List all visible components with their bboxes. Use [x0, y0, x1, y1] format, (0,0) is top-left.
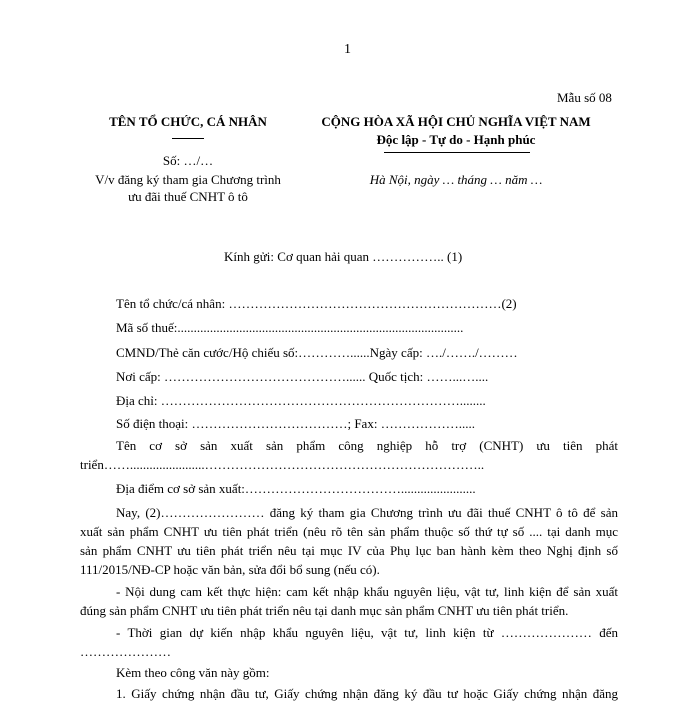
- phone-fax-field: Số điện thoại: ………………………………; Fax: ……………….....: [116, 416, 475, 431]
- location-field: Địa điểm cơ sở sản xuất:……………………………….......................: [116, 481, 476, 496]
- paragraph-2-line-1: - Nội dung cam kết thực hiện: cam kết nhập khẩu nguyên liệu, vật tư, linh kiện để sản xuất: [116, 584, 618, 599]
- facility-name-line-2: triển…….......................………………………………………………………..: [80, 457, 485, 472]
- recipient-line: Kính gửi: Cơ quan hải quan …………….. (1): [224, 249, 463, 264]
- attachments-heading: Kèm theo công văn này gồm:: [116, 665, 270, 680]
- issue-place-field: Nơi cấp: ……………………………………...... Quốc tịch: ……...…....: [116, 369, 489, 384]
- subject-line-2: ưu đãi thuế CNHT ô tô: [128, 189, 248, 204]
- address-field: Địa chỉ: ……………………………………………………………........: [116, 393, 486, 408]
- org-name-field: Tên tổ chức/cá nhân: ………………………………………………………(2): [116, 296, 517, 311]
- facility-name-line-1: Tên cơ sở sản xuất sản phẩm công nghiệp hỗ trợ (CNHT) ưu tiên phát: [116, 438, 618, 453]
- motto-underline: [384, 152, 530, 153]
- attachment-item-1: 1. Giấy chứng nhận đầu tư, Giấy chứng nhận đăng ký đầu tư hoặc Giấy chứng nhận đăng: [116, 686, 618, 701]
- form-code: Mẫu số 08: [557, 90, 612, 105]
- paragraph-1-line-4: 111/2015/NĐ-CP hoặc văn bản, sửa đổi bổ sung (nếu có).: [80, 562, 380, 577]
- paragraph-3-line-2: …………………: [80, 644, 171, 659]
- date-line: Hà Nội, ngày … tháng … năm …: [369, 172, 543, 187]
- paragraph-1-line-3: sản phẩm CNHT ưu tiên phát triển nêu tại mục IV của Phụ lục ban hành kèm theo Nghị định số: [80, 543, 618, 558]
- paragraph-1-line-1: Nay, (2)…………………… đăng ký tham gia Chương trình ưu đãi thuế CNHT ô tô để sản: [116, 505, 618, 520]
- org-underline: [172, 138, 204, 139]
- subject-line-1: V/v đăng ký tham gia Chương trình: [95, 172, 281, 187]
- page-number: 1: [344, 42, 351, 57]
- tax-code-field: Mã số thuế:........................................................................................: [116, 320, 464, 335]
- paragraph-1-line-2: xuất sản phẩm CNHT ưu tiên phát triển (nêu rõ tên sản phẩm thuộc số thứ tự số .... tại danh mục: [80, 524, 618, 539]
- document-number: Số: …/…: [162, 153, 214, 168]
- id-field: CMND/Thẻ căn cước/Hộ chiếu số:…………......Ngày cấp: …./……./………: [116, 345, 518, 360]
- country-name: CỘNG HÒA XÃ HỘI CHỦ NGHĨA VIỆT NAM: [321, 114, 591, 129]
- organization-name: TÊN TỔ CHỨC, CÁ NHÂN: [109, 114, 267, 129]
- paragraph-3-line-1: - Thời gian dự kiến nhập khẩu nguyên liệu, vật tư, linh kiện từ ………………… đến: [116, 625, 618, 640]
- national-motto: Độc lập - Tự do - Hạnh phúc: [376, 132, 536, 147]
- paragraph-2-line-2: đúng sản phẩm CNHT ưu tiên phát triển nêu tại danh mục sản phẩm CNHT ưu tiên phát triển.: [80, 603, 569, 618]
